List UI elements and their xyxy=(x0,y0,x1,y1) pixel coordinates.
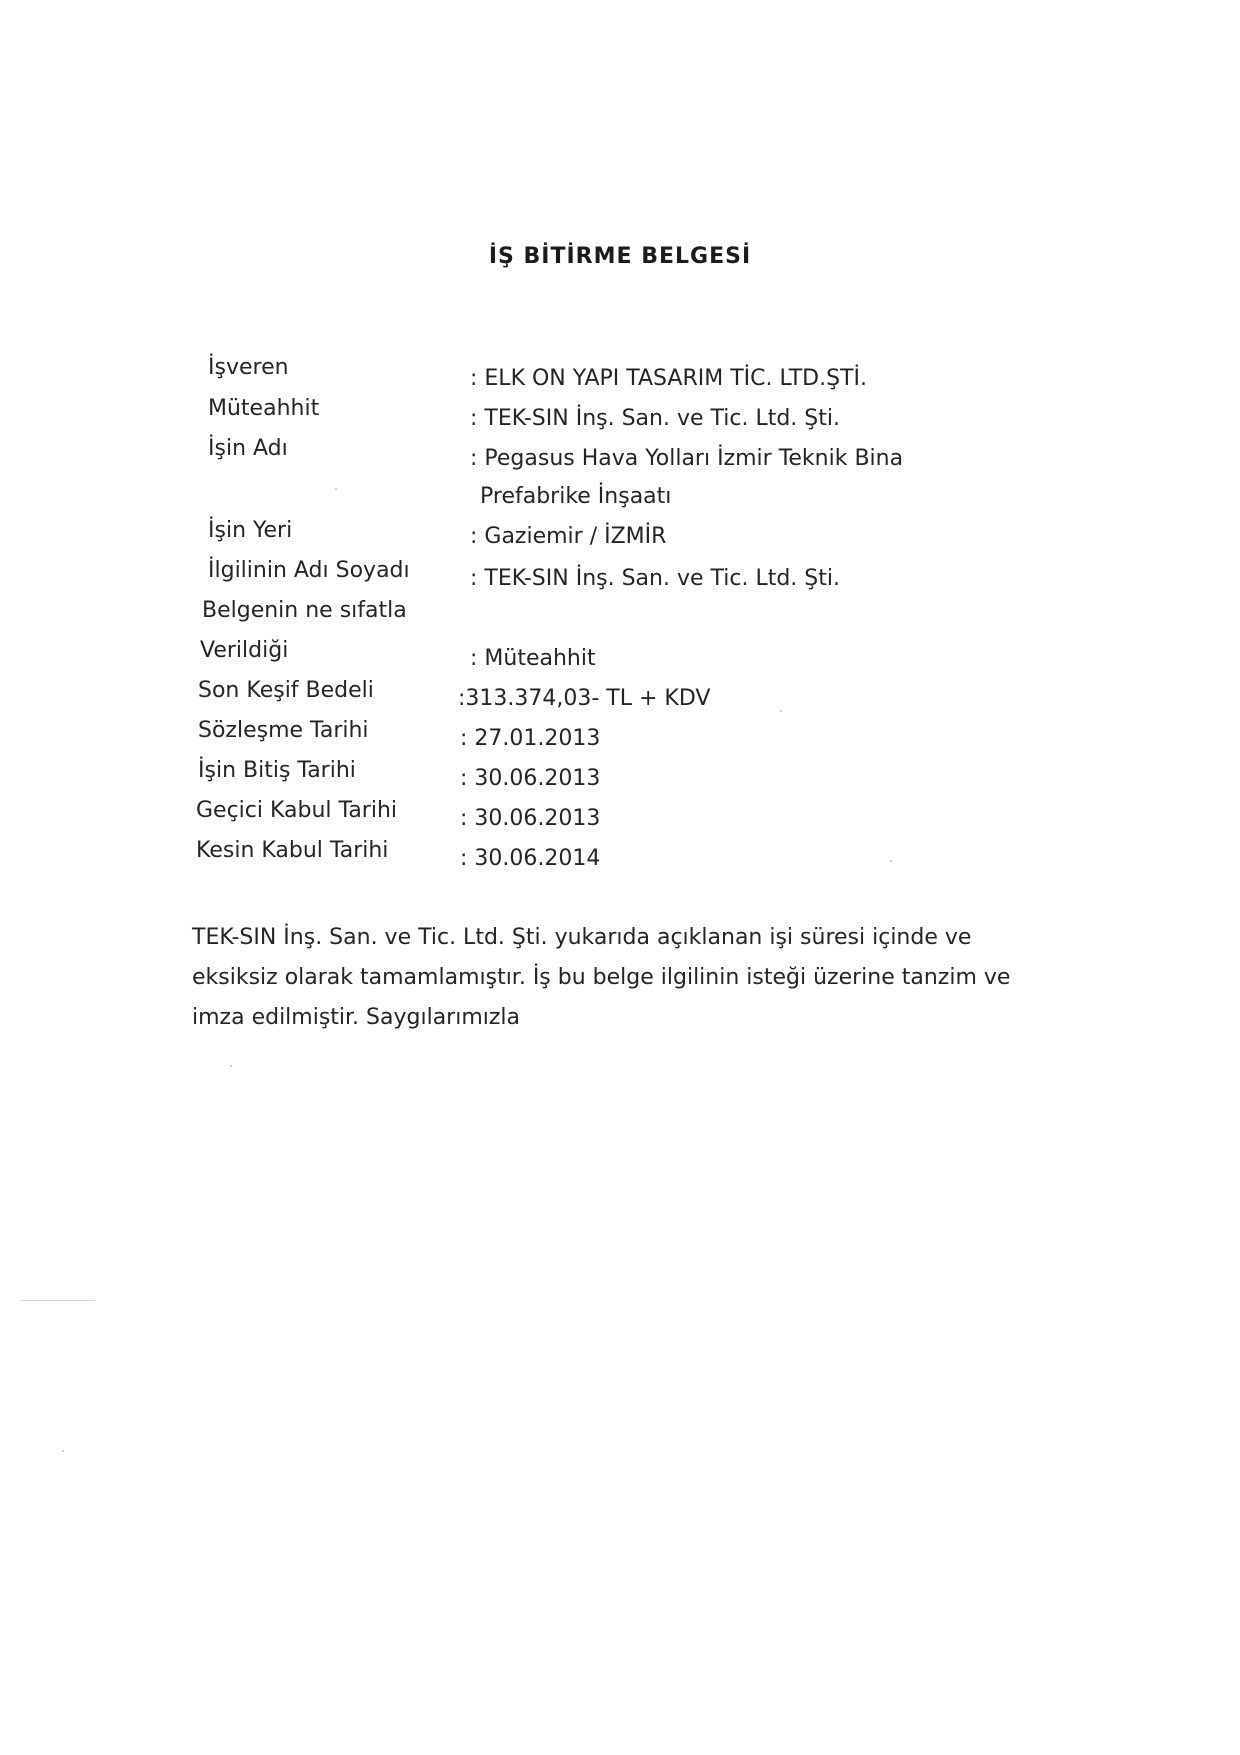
field-value-isin-adi-cont: Prefabrike İnşaatı xyxy=(480,484,672,509)
field-label-son-kesif-bedeli: Son Keşif Bedeli xyxy=(198,678,374,703)
field-value-isin-yeri: : Gaziemir / İZMİR xyxy=(470,524,667,549)
field-value-kesin-kabul-tarihi: : 30.06.2014 xyxy=(460,846,601,871)
field-label-isveren: İşveren xyxy=(208,355,289,380)
body-paragraph xyxy=(192,918,1072,1038)
field-label-isin-adi: İşin Adı xyxy=(208,436,288,461)
field-value-isveren: : ELK ON YAPI TASARIM TİC. LTD.ŞTİ. xyxy=(470,366,867,391)
field-value-gecici-kabul-tarihi: : 30.06.2013 xyxy=(460,806,601,831)
scan-artifact-line xyxy=(20,1300,95,1301)
scan-speck xyxy=(335,488,337,490)
field-label-gecici-kabul-tarihi: Geçici Kabul Tarihi xyxy=(196,798,398,823)
field-label-belgenin-sifatla: Belgenin ne sıfatla xyxy=(202,598,407,623)
field-label-verildigi: Verildiği xyxy=(200,638,289,663)
field-label-kesin-kabul-tarihi: Kesin Kabul Tarihi xyxy=(196,838,389,863)
scan-speck xyxy=(230,1065,232,1067)
field-label-muteahhit: Müteahhit xyxy=(208,396,320,421)
field-value-verildigi: : Müteahhit xyxy=(470,646,596,671)
scan-speck xyxy=(890,860,892,862)
field-value-sozlesme-tarihi: : 27.01.2013 xyxy=(460,726,601,751)
field-value-isin-adi: : Pegasus Hava Yolları İzmir Teknik Bina xyxy=(470,446,904,471)
scan-speck xyxy=(62,1450,64,1452)
document-title: İŞ BİTİRME BELGESİ xyxy=(488,244,752,269)
field-label-ilgilinin-adi: İlgilinin Adı Soyadı xyxy=(208,558,410,583)
scan-speck xyxy=(780,710,782,712)
field-label-isin-yeri: İşin Yeri xyxy=(208,518,293,543)
field-label-sozlesme-tarihi: Sözleşme Tarihi xyxy=(198,718,369,743)
field-value-muteahhit: : TEK-SIN İnş. San. ve Tic. Ltd. Şti. xyxy=(470,406,840,431)
paragraph-line: imza edilmiştir. Saygılarımızla xyxy=(192,1005,521,1030)
field-value-isin-bitis-tarihi: : 30.06.2013 xyxy=(460,766,601,791)
field-value-ilgilinin-adi: : TEK-SIN İnş. San. ve Tic. Ltd. Şti. xyxy=(470,566,840,591)
paragraph-line: TEK-SIN İnş. San. ve Tic. Ltd. Şti. yukarıda açıklanan işi süresi içinde ve xyxy=(192,925,972,950)
field-value-son-kesif-bedeli: :313.374,03- TL + KDV xyxy=(458,686,711,711)
field-label-isin-bitis-tarihi: İşin Bitiş Tarihi xyxy=(198,758,356,783)
paragraph-line: eksiksiz olarak tamamlamıştır. İş bu belge ilgilinin isteği üzerine tanzim ve xyxy=(192,965,1011,990)
